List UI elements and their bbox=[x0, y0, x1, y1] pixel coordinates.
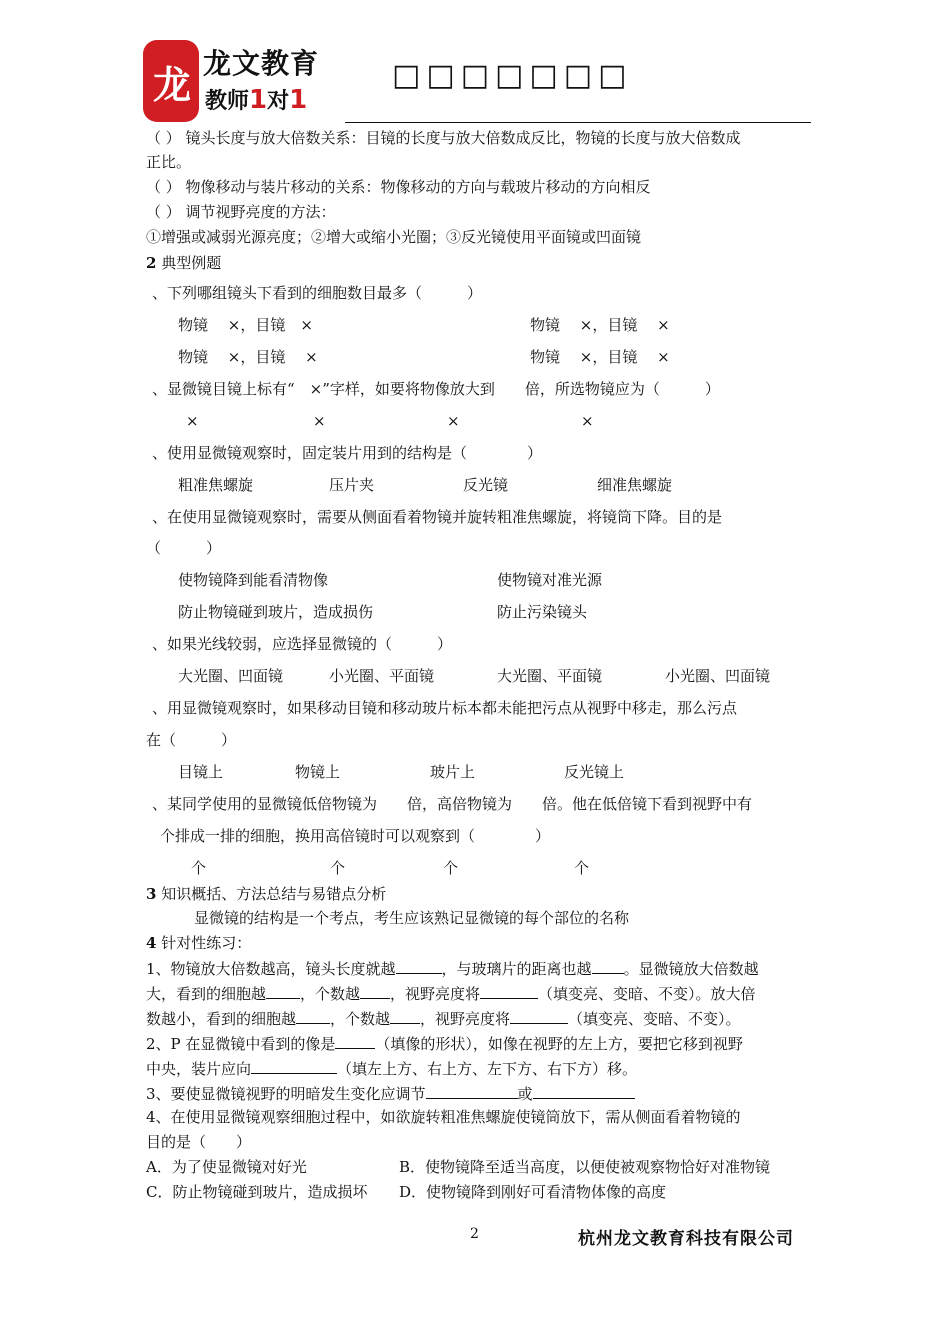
option-c: 防止物镜碰到玻片，造成损伤 bbox=[178, 603, 374, 621]
option-b: × bbox=[313, 412, 326, 430]
option-c: 个 bbox=[443, 859, 459, 877]
option-d: 细准焦螺旋 bbox=[597, 476, 673, 494]
answer-blank[interactable] bbox=[296, 1009, 330, 1024]
question-3: 、使用显微镜观察时，固定装片用到的结构是（ ） bbox=[152, 444, 543, 462]
answer-blank[interactable] bbox=[426, 1084, 518, 1099]
question-6: 、用显微镜观察时，如果移动目镜和移动玻片标本都未能把污点从视野中移走，那么污点 bbox=[152, 699, 738, 717]
question-1: 、下列哪组镜头下看到的细胞数目最多（ ） bbox=[152, 284, 483, 302]
section-heading: 4 针对性练习： bbox=[146, 934, 252, 952]
practice-line: 数越小，看到的细胞越 ，个数越 ，视野亮度将 （填变亮、变暗、不变）。 bbox=[146, 1010, 741, 1028]
practice-line: 2、P 在显微镜中看到的像是 （填像的形状），如像在视野的左上方，要把它移到视野 bbox=[146, 1035, 743, 1053]
practice-line: 4、在使用显微镜观察细胞过程中，如欲旋转粗准焦螺旋使镜筒放下，需从侧面看着物镜的 bbox=[146, 1108, 741, 1126]
section-heading: 2 典型例题 bbox=[146, 254, 222, 272]
option-b: 物镜上 bbox=[295, 763, 341, 781]
answer-blank[interactable] bbox=[266, 984, 300, 999]
answer-blank[interactable] bbox=[480, 984, 538, 999]
text-line: 正比。 bbox=[146, 153, 192, 171]
page-number: 2 bbox=[470, 1226, 479, 1242]
option-d: × bbox=[581, 412, 594, 430]
answer-blank[interactable] bbox=[335, 1034, 375, 1049]
option-b: 使物镜对准光源 bbox=[497, 571, 603, 589]
answer-blank[interactable] bbox=[360, 984, 390, 999]
option-d: 物镜 ×，目镜 × bbox=[530, 348, 670, 366]
question-6-cont: 在（ ） bbox=[146, 731, 237, 749]
dragon-logo-icon: 龙 bbox=[143, 40, 199, 122]
text-line: （ ） 物像移动与装片移动的关系：物像移动的方向与载玻片移动的方向相反 bbox=[146, 178, 651, 196]
option-b: B．使物镜降至适当高度，以便使被观察物恰好对准物镜 bbox=[399, 1158, 771, 1176]
question-4: 、在使用显微镜观察时，需要从侧面看着物镜并旋转粗准焦螺旋，将镜筒下降。目的是 bbox=[152, 508, 723, 526]
option-c: C．防止物镜碰到玻片，造成损坏 bbox=[146, 1183, 368, 1201]
header-title: □□□□□□□ bbox=[392, 58, 633, 93]
answer-blank[interactable] bbox=[533, 1084, 635, 1099]
option-c: 大光圈、平面镜 bbox=[497, 667, 603, 685]
paragraph: 显微镜的结构是一个考点，考生应该熟记显微镜的每个部位的名称 bbox=[194, 909, 630, 927]
option-d: 反光镜上 bbox=[564, 763, 625, 781]
text-line: （ ） 调节视野亮度的方法： bbox=[146, 203, 336, 221]
question-5: 、如果光线较弱，应选择显微镜的（ ） bbox=[152, 635, 453, 653]
company-logo bbox=[143, 40, 348, 122]
text-line: ①增强或减弱光源亮度；②增大或缩小光圈；③反光镜使用平面镜或凹面镜 bbox=[146, 228, 642, 246]
text-line: （ ） 镜头长度与放大倍数关系：目镜的长度与放大倍数成反比，物镜的长度与放大倍数成 bbox=[146, 129, 741, 147]
option-c: 玻片上 bbox=[430, 763, 476, 781]
option-b: 物镜 ×，目镜 × bbox=[530, 316, 670, 334]
company-name: 杭州龙文教育科技有限公司 bbox=[578, 1229, 794, 1249]
option-a: × bbox=[186, 412, 199, 430]
option-d: 防止污染镜头 bbox=[497, 603, 588, 621]
practice-line: 3、要使显微镜视野的明暗发生变化应调节 或 bbox=[146, 1084, 635, 1103]
option-a: 大光圈、凹面镜 bbox=[178, 667, 284, 685]
option-d: 个 bbox=[574, 859, 590, 877]
option-a: 使物镜降到能看清物像 bbox=[178, 571, 329, 589]
option-c: × bbox=[447, 412, 460, 430]
logo-subtitle: 教师1对1 bbox=[205, 85, 308, 115]
option-b: 小光圈、平面镜 bbox=[329, 667, 435, 685]
option-b: 个 bbox=[330, 859, 346, 877]
option-c: 反光镜 bbox=[463, 476, 509, 494]
option-a: 粗准焦螺旋 bbox=[178, 476, 254, 494]
practice-line: 1、物镜放大倍数越高，镜头长度就越 ，与玻璃片的距离也越 。显微镜放大倍数越 bbox=[146, 960, 759, 978]
practice-line: 大，看到的细胞越 ，个数越 ，视野亮度将 （填变亮、变暗、不变）。放大倍 bbox=[146, 985, 756, 1003]
answer-blank[interactable] bbox=[592, 959, 624, 974]
option-a: 目镜上 bbox=[178, 763, 224, 781]
option-d: 小光圈、凹面镜 bbox=[665, 667, 771, 685]
option-a: A．为了使显微镜对好光 bbox=[146, 1158, 307, 1176]
option-b: 压片夹 bbox=[329, 476, 375, 494]
answer-blank[interactable] bbox=[251, 1059, 337, 1074]
practice-line: 中央，装片应向 （填左上方、右上方、左下方、右下方）移。 bbox=[146, 1060, 638, 1078]
answer-blank[interactable] bbox=[390, 1009, 420, 1024]
question-7: 、某同学使用的显微镜低倍物镜为 倍，高倍物镜为 倍。他在低倍镜下看到视野中有 bbox=[152, 795, 753, 813]
option-a: 物镜 ×，目镜 × bbox=[178, 316, 313, 334]
option-d: D．使物镜降到刚好可看清物体像的高度 bbox=[399, 1183, 667, 1201]
option-a: 个 bbox=[191, 859, 207, 877]
logo-title: 龙文教育 bbox=[203, 47, 320, 80]
question-2: 、显微镜目镜上标有“ ×”字样，如要将物像放大到 倍，所选物镜应为（ ） bbox=[152, 380, 720, 398]
option-c: 物镜 ×，目镜 × bbox=[178, 348, 318, 366]
header-divider bbox=[345, 122, 811, 123]
question-7-cont: 个排成一排的细胞，换用高倍镜时可以观察到（ ） bbox=[160, 827, 551, 845]
answer-blank[interactable] bbox=[510, 1009, 568, 1024]
practice-line: 目的是（ ） bbox=[146, 1133, 252, 1151]
answer-blank[interactable] bbox=[396, 959, 442, 974]
question-4-cont: （ ） bbox=[146, 539, 222, 557]
section-heading: 3 知识概括、方法总结与易错点分析 bbox=[146, 885, 387, 903]
